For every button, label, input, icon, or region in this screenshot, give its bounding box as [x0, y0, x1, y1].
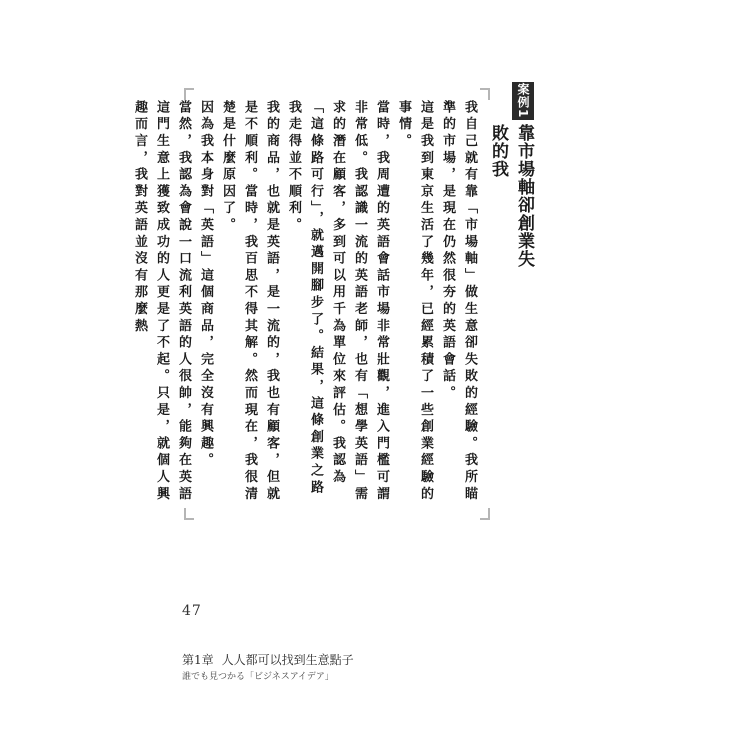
frame-corner-bottom-right: [480, 508, 490, 520]
paragraph: 我自己就有靠「市場軸」做生意卻失敗的經驗。我所瞄準的市場，是現在仍然很夯的英語會話。: [440, 100, 477, 504]
frame-corner-top-left: [184, 88, 194, 100]
paragraph: 當時，我周遭的英語會話市場非常壯觀，進入門檻可謂非常低。我認識一流的英語老師，也有「想學英語」需求的潛在顧客，多到可以用千為單位來評估。我認為「這條路可行」，就邁開腳步了。結果，這條創業之路我走得並不順利。: [286, 100, 389, 504]
chapter-title: 人人都可以找到生意點子: [221, 653, 354, 667]
chapter-heading: [182, 651, 354, 668]
chapter-label: 第1章: [182, 653, 214, 667]
frame-corner-top-right: [480, 88, 490, 100]
paragraph: 因為我本身對「英語」這個商品，完全沒有興趣。: [198, 100, 213, 470]
chapter-subtitle: 誰でも見つかる「ビジネスアイデア」: [182, 672, 334, 682]
case-title: 靠市場軸卻創業失敗的我: [488, 124, 534, 268]
paragraph: 這是我到東京生活了幾年，已經累積了一些創業經驗的事情。: [396, 100, 433, 504]
paragraph: 我的商品，也就是英語，是一流的，我也有顧客，但就是不順利。當時，我百思不得其解。然而現在，我很清楚是什麼原因了。: [220, 100, 279, 504]
paragraph: 當然，我認為會說一口流利英語的人很帥，能夠在英語這門生意上獲致成功的人更是了不起。只是，就個人興趣而言，我對英語並沒有那麼熱: [132, 100, 191, 504]
case-tag: 案例1: [512, 82, 534, 120]
body-text: [132, 100, 480, 512]
page-number: 47: [182, 603, 202, 619]
